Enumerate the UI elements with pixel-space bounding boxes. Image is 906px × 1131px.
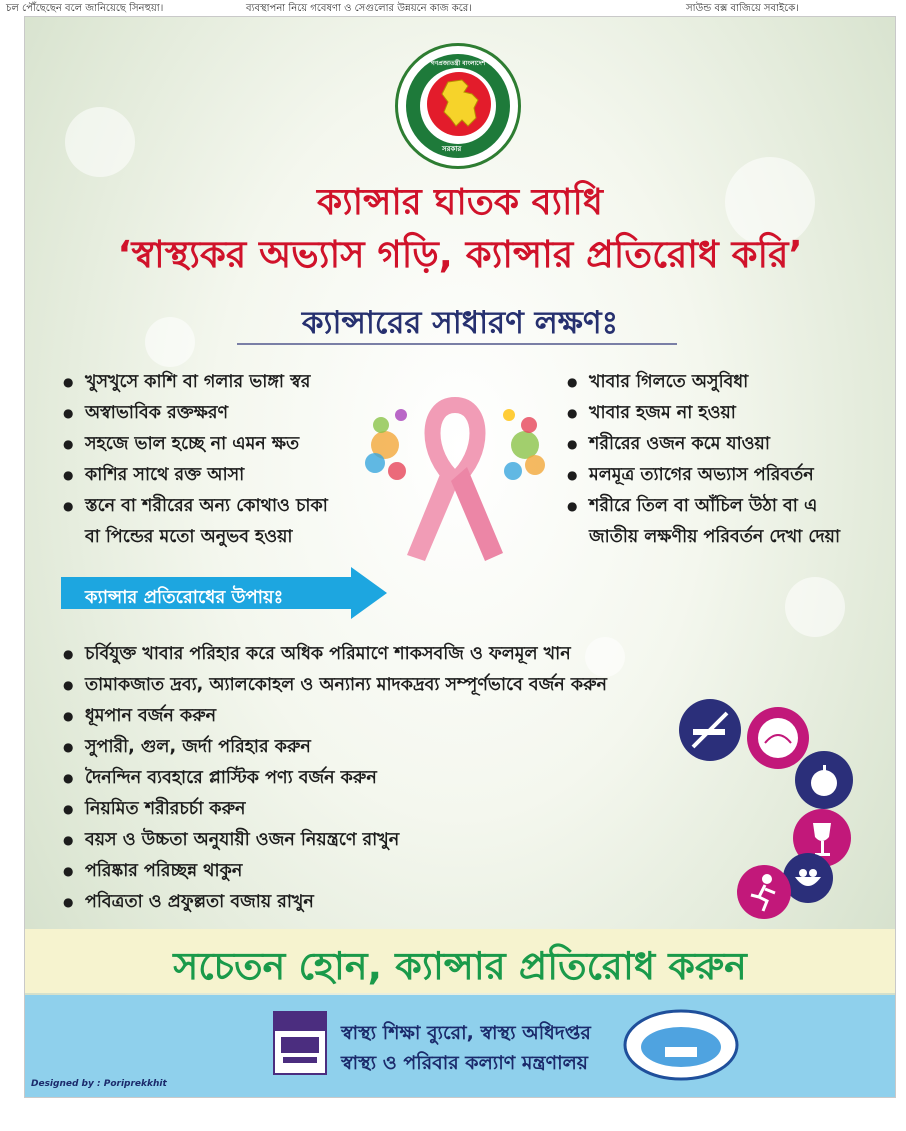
list-item: ● মলমূত্র ত্যাগের অভ্যাস পরিবর্তন bbox=[567, 460, 887, 491]
list-item: ● নিয়মিত শরীরচর্চা করুন bbox=[63, 794, 753, 825]
bangladesh-map-icon bbox=[438, 78, 482, 130]
symptoms-heading: ক্যান্সারের সাধারণ লক্ষণঃ bbox=[301, 305, 619, 341]
list-item: ● খাবার হজম না হওয়া bbox=[567, 398, 887, 429]
list-item: ● ধূমপান বর্জন করুন bbox=[63, 701, 753, 732]
pink-ribbon-icon bbox=[355, 385, 555, 565]
list-item: ● পবিত্রতা ও প্রফুল্লতা বজায় রাখুন bbox=[63, 887, 753, 918]
top-strip-right-text: সাউন্ড বক্স বাজিয়ে সবাইকে। bbox=[686, 3, 799, 14]
fruit-icon bbox=[795, 751, 853, 809]
list-item: ● তামাকজাত দ্রব্য, অ্যালকোহল ও অন্যান্য মাদকদ্রব্য সম্পূর্ণভাবে বর্জন করুন bbox=[63, 670, 753, 701]
department-line1: স্বাস্থ্য শিক্ষা ব্যুরো, স্বাস্থ্য অধিদপ্তর bbox=[341, 1022, 591, 1044]
health-education-bureau-logo bbox=[273, 1011, 327, 1075]
list-item: ● অস্বাভাবিক রক্তক্ষরণ bbox=[63, 398, 393, 429]
exercise-icon bbox=[737, 865, 791, 919]
emblem-top-text: গণপ্রজাতন্ত্রী বাংলাদেশ bbox=[430, 60, 486, 67]
list-item: ● সহজে ভাল হচ্ছে না এমন ক্ষত bbox=[63, 429, 393, 460]
symptoms-right-list bbox=[567, 367, 887, 553]
slogan-text: সচেতন হোন, ক্যান্সার প্রতিরোধ করুন bbox=[173, 944, 747, 988]
newspaper-top-strip bbox=[0, 0, 906, 16]
list-item: ● বয়স ও উচ্চতা অনুযায়ী ওজন নিয়ন্ত্রণে রাখুন bbox=[63, 825, 753, 856]
list-item: ● খাবার গিলতে অসুবিধা bbox=[567, 367, 887, 398]
emblem-bottom-text: সরকার bbox=[442, 145, 462, 153]
list-item: ● পরিষ্কার পরিচ্ছন্ন থাকুন bbox=[63, 856, 753, 887]
prevention-heading: ক্যান্সার প্রতিরোধের উপায়ঃ bbox=[85, 587, 284, 608]
list-item: ● খুসখুসে কাশি বা গলার ভাঙ্গা স্বর bbox=[63, 367, 393, 398]
list-item: ● চর্বিযুক্ত খাবার পরিহার করে অধিক পরিমাণে শাকসবজি ও ফলমূল খান bbox=[63, 639, 753, 670]
list-item-continuation: জাতীয় লক্ষণীয় পরিবর্তন দেখা দেয়া bbox=[589, 527, 841, 547]
department-line2: স্বাস্থ্য ও পরিবার কল্যাণ মন্ত্রণালয় bbox=[341, 1052, 588, 1074]
poster-title-line1: ক্যান্সার ঘাতক ব্যাধি bbox=[317, 182, 603, 223]
list-item: ● সুপারী, গুল, জর্দা পরিহার করুন bbox=[63, 732, 753, 763]
colorful-hands-left bbox=[365, 409, 407, 480]
list-item: ● দৈনন্দিন ব্যবহারে প্লাস্টিক পণ্য বর্জন করুন bbox=[63, 763, 753, 794]
symptoms-heading-underline bbox=[237, 343, 677, 345]
cancer-awareness-poster bbox=[24, 16, 896, 1098]
list-item: ● শরীরে তিল বা আঁচিল উঠা বা এ bbox=[567, 491, 887, 522]
bokeh-light bbox=[785, 577, 845, 637]
list-item-continuation: বা পিন্ডের মতো অনুভব হওয়া bbox=[85, 527, 293, 547]
prevention-list bbox=[63, 639, 753, 918]
ministry-health-logo bbox=[621, 1007, 741, 1083]
list-item: ● শরীরের ওজন কমে যাওয়া bbox=[567, 429, 887, 460]
bokeh-light bbox=[65, 107, 135, 177]
designed-by-credit: Designed by : Poriprekkhit bbox=[31, 1079, 167, 1089]
symptoms-left-list bbox=[63, 367, 393, 553]
list-item: ● স্তনে বা শরীরের অন্য কোথাও চাকা bbox=[63, 491, 393, 522]
colorful-hands-right bbox=[503, 409, 545, 480]
poster-title-line2: ‘স্বাস্থ্যকর অভ্যাস গড়ি, ক্যান্সার প্রতিরোধ করি’ bbox=[117, 233, 803, 276]
government-emblem bbox=[395, 43, 521, 169]
top-strip-middle-text: ব্যবস্থাপনা নিয়ে গবেষণা ও সেগুলোর উন্নয়নে কাজ করে। bbox=[246, 3, 472, 14]
no-smoking-icon bbox=[679, 699, 741, 761]
list-item: ● কাশির সাথে রক্ত আসা bbox=[63, 460, 393, 491]
top-strip-left-text: চল পৌঁছেছেন বলে জানিয়েছে সিনহুয়া। bbox=[6, 3, 164, 14]
